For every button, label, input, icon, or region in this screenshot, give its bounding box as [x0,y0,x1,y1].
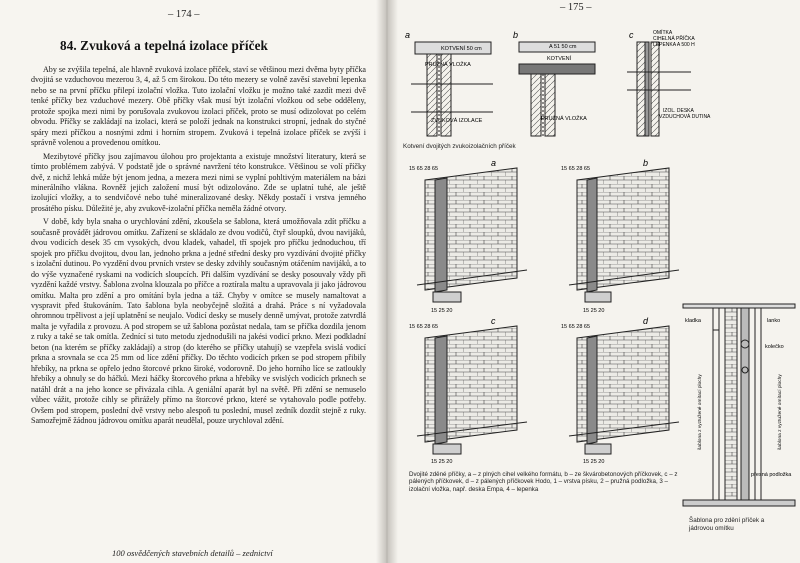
annotation: PRUŽNÁ VLOŽKA [541,116,587,122]
dimension-label: 15 25 20 [583,308,605,314]
figure-double-walls [407,160,685,465]
dimension-label: 15 65 28 65 [409,324,439,330]
detail-label: b [513,30,519,40]
paragraph: Mezibytové příčky jsou zajímavou úlohou pro projektanta a existuje množství literatury, která se tímto problémem zabývá. V podstatě jde o správné navržení této konstrukce. Většinou se volí příčky dvě, z nichž lehká může být jenom jedna, a mezera mezi nimi se vyplní pohltivým materiálem na bázi minerálního vlákna. Rovněž jejich založení musí být odizolováno. Zde se uplatní tuhé, ale ještě izolující vložky, a to sendvičové nebo tuhé mineralizované desky. Někdy postačí i vrstva jemného prosátého písku. Důležité je, aby zvukově-izolační příčka neměla žádné otvory. [31,151,366,213]
paragraph: V době, kdy byla snaha o urychlování zdění, zkoušela se šablona, která umožňovala zdít příčku a současně provádět jádrovou omítku. Zařízení se skládalo ze dvou vodičů, čtyř sloupků, dvou navijáků, dvou vodicích desek 35 cm vysokých, dvou kladek, vahadel, tří spojek pro příčku jednoduchou, tří spojek pro příčku dvojitou, dvou lan, jednoho prkna a jedné střední desky pro vyzdívání dvojité příčky s izolační dutinou. Po vyzdění dvou prvních vrstev se desky zdvihly současným otáčením navijáků, a to do výše vyznačené ryskami na vodicích sloupcích. Při dalším vyzdívání se desky posouvaly vždy při vyzdění každé vrstvy. Šablona zvolna klouzala po příčce a roztírala maltu a upravovala ji jako jádrovou omítku. Malta pro zdění a pro omítání byla jedna a táž. Chyby v omítce se musely namaltovat a vyspravit před štukováním. Tato šablona byla neobyčejně složitá a drahá. Práce s ní vyžadovala ohromnou trpělivost a její uplatnění se neujalo. Vodicí desky se musely denně umývat, protože zatvrdlá malta je vyřadila z provozu. A pod stropem se už šablona pozůstat nedala, tam se příčka dozdila jenom z ruky a také se tak omítla. Zednící si tuto metodu zjednodušili na jakési vodicí prkno. Mezi podkladní beton (na kterém se příčky zakládají) a strop (do kterého se příčky utahují) se vzepřela svislá vodicí prkna a srovnala se cca 25 mm od líce zdění příčky. Do těchto vodicích prken se pod stropem přibily hřebíky, na prkna se opřelo jedno štorcové prkno široké, vodorovně. Do jeho horního líce se zatloukly hřebíky a ohnuly se do háčků. Mezi háčky štorcového prkna a hřebíky ve svislých vodicích prknech se natáhl drát a na jeho konce se přivázala cihla. A geniální aparát byl na světě. Při zdění se nemuselo vůbec vážit, protože cihly se přirážely přímo na štorcové prkno, které se vytahovalo podle potřeby. Ovšem pod stropem, poslední dvě vrstvy nebo alespoň tu poslední, musel zedník dozdít stejně z ruky. Samozřejmě žádnou jádrovou omítku aparát neudělal, pouze urychloval zdění. [31,217,366,425]
annotation: OMÍTKA [653,30,673,36]
section-title: 84. Zvuková a tepelná izolace příček [60,38,268,53]
annotation: A 51 50 cm [549,44,577,50]
detail-label: a [491,158,497,168]
annotation: VZDUCHOVÁ DUTINA [659,114,711,120]
annotation: kladka [685,318,701,324]
detail-label: a [405,30,411,40]
annotation: KOTVENÍ 50 cm [441,46,482,52]
annotation: PRUŽNÁ VLOŽKA [425,62,471,68]
figure-caption: Šablona pro zdění příček a jádrovou omítku [689,517,765,532]
page-footer: 100 osvědčených stavebních detailů – zednictví [112,548,273,558]
annotation: šablona z vyztužené omítací plochy [778,374,783,450]
dimension-label: 15 25 20 [583,459,605,465]
left-page [0,0,389,563]
annotation: IZOL. DESKA [663,108,694,114]
annotation: přesná podložka [751,472,792,478]
annotation: šablona z vyztužené omítací plochy [698,374,703,450]
detail-label: b [643,158,649,168]
detail-label: d [643,316,649,326]
dimension-label: 15 25 20 [431,308,453,314]
annotation: ZVUKOVÁ IZOLACE [431,118,483,124]
body-text [31,65,366,429]
paragraph: Aby se zvýšila tepelná, ale hlavně zvuková izolace příček, staví se většinou mezi dvěma byty příčka dvojitá se vzduchovou mezerou 3, 4, až 5 cm širokou. Do této mezery se volně zavěsí stavební lepenka nebo se na první příčku přilepí izolační vložka. Tuto izolační vložku je možno také zazdít mezi dvě tenké příčky bez vzduchové mezery. Obě příčky však musí být izolační vložkou od sebe odděleny, protože spojka mezi nimi by porušovala zvukovou izolaci příček, proto se musí odizolovat po celém obvodu. Příčky se zakládají na izolaci, která se položí jednak na konstrukci stropní, jednak do styčné spáry mezi příčkou a nosnými zdmi i horním stropem. Zvuková i tepelná izolace příček se zvýší i správně volenou a provedenou omítkou. [31,65,366,148]
annotation: CIHELNÁ PŘÍČKA [653,36,695,42]
annotation: kolečko [765,344,784,350]
figure-caption: Kotvení dvojitých zvukoizolačních příček [403,143,516,150]
annotation: LEPENKA A 500 H [653,42,695,48]
book-gutter [376,0,398,563]
dimension-label: 15 25 20 [431,459,453,465]
detail-label: c [491,316,496,326]
dimension-label: 15 65 28 65 [409,166,439,172]
annotation: lanko [767,318,781,324]
figure-caption: Dvojité zděné příčky, a – z plných cihel velkého formátu, b – ze škvárobetonových příčkovek, c – z pálených příčkovek, d – z pálených příčkovek Hodo, 1 – vrstva písku, 2 – pružná podložka, 3 – izolační vložka, např. deska Empa, 4 – lepenka [409,471,678,493]
page-number: – 175 – [560,2,592,13]
figure-walling-template [683,300,798,510]
dimension-label: 15 65 28 65 [561,324,591,330]
dimension-label: 15 65 28 65 [561,166,591,172]
detail-label: c [629,30,634,40]
page-number: – 174 – [168,9,200,20]
figure-anchoring-details [401,24,711,139]
annotation: KOTVENÍ [547,56,572,62]
right-page [391,0,800,563]
